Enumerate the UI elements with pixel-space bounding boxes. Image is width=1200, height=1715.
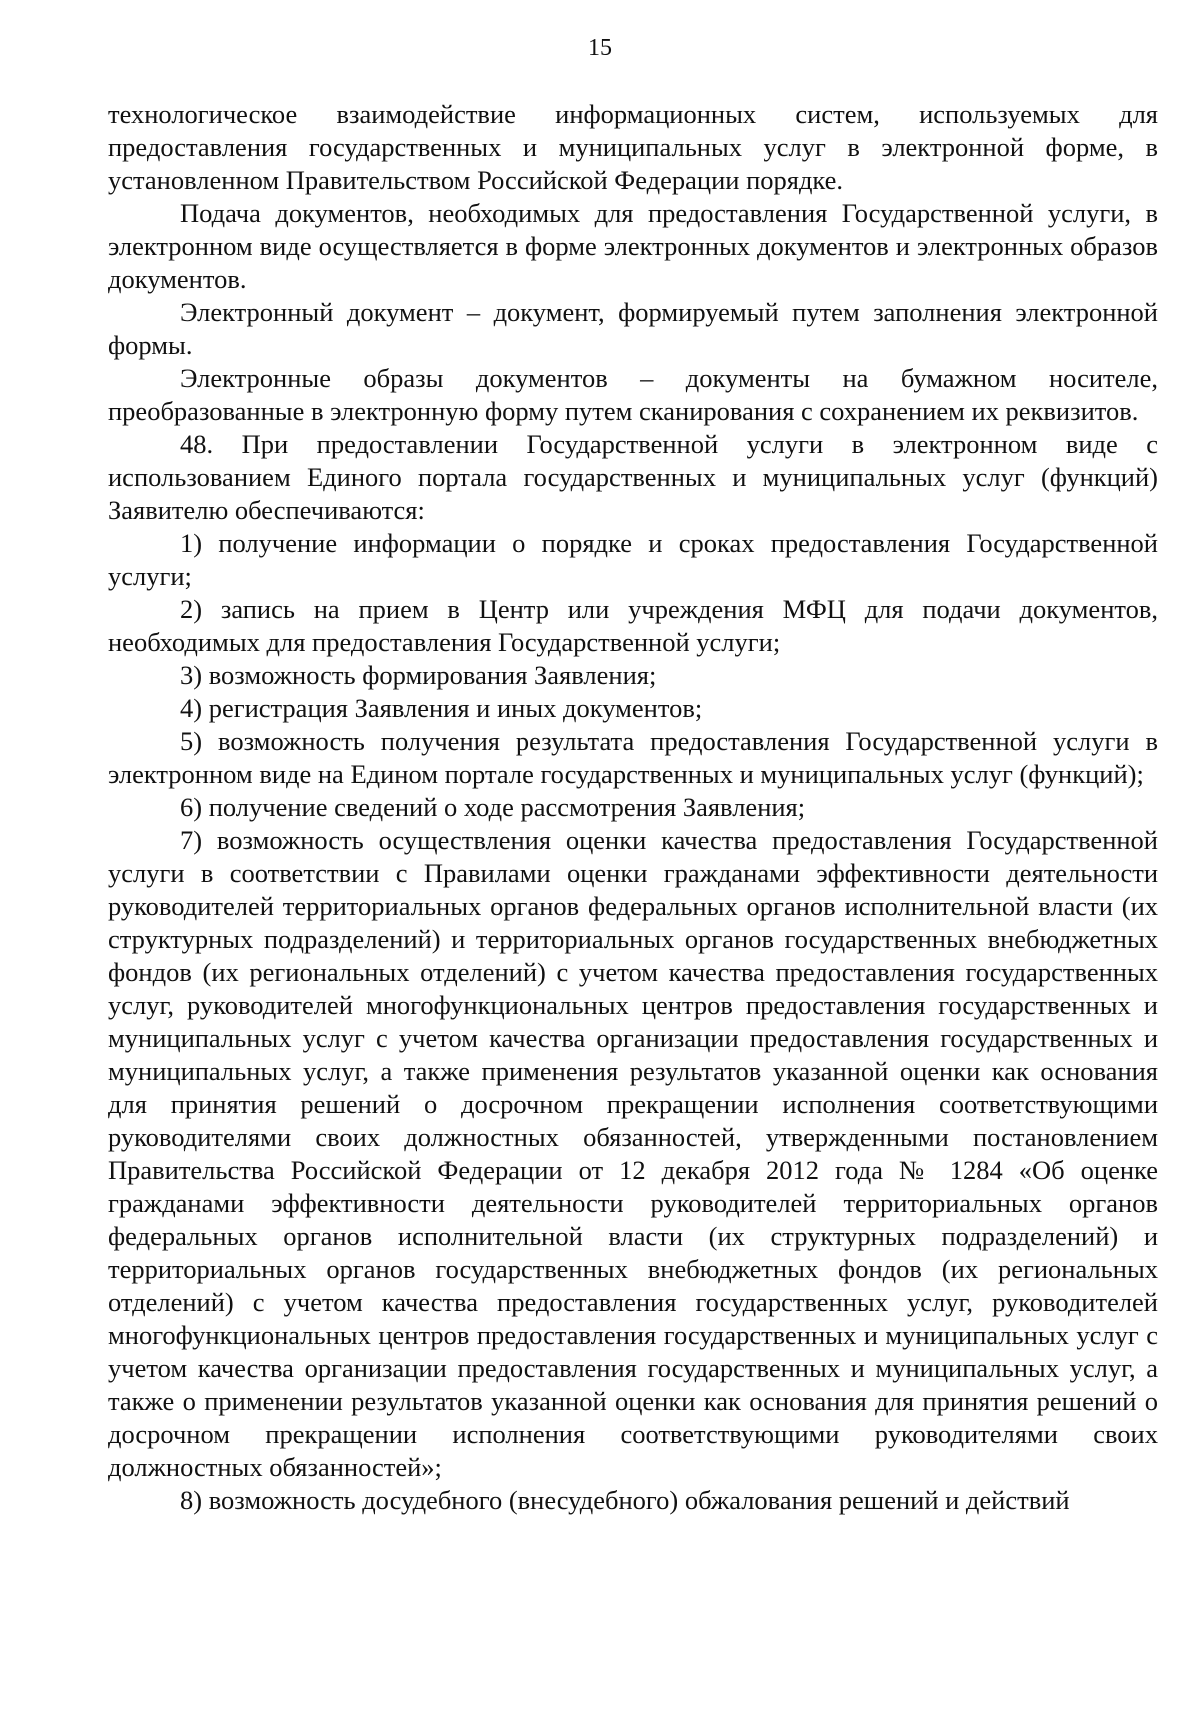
list-item-7: 7) возможность осуществления оценки качества предоставления Государственной услуги в соответствии с Правилами оценки гражданами эффективности деятельности руководителей территориальных органов федеральных органов исполнительной власти (их структурных подразделений) и территориальных органов государственных внебюджетных фондов (их региональных отделений) с учетом качества предоставления государственных услуг, руководителей многофункциональных центров предоставления государственных и муниципальных услуг с учетом качества организации предоставления государственных и муниципальных услуг, а также применения результатов указанной оценки как основания для принятия решений о досрочном прекращении исполнения соответствующими руководителями своих должностных обязанностей, утвержденными постановлением Правительства Российской Федерации от 12 декабря 2012 года № 1284 «Об оценке гражданами эффективности деятельности руководителей территориальных органов федеральных органов исполнительной власти (их структурных подразделений) и территориальных органов государственных внебюджетных фондов (их региональных отделений) с учетом качества предоставления государственных услуг, руководителей многофункциональных центров предоставления государственных и муниципальных услуг с учетом качества организации предоставления государственных и муниципальных услуг, а также о применении результатов указанной оценки как основания для принятия решений о досрочном прекращении исполнения соответствующими руководителями своих должностных обязанностей»; (108, 825, 1158, 1482)
list-item-1: 1) получение информации о порядке и сроках предоставления Государственной услуги; (108, 528, 1158, 591)
paragraph-electronic-document: Электронный документ – документ, формируемый путем заполнения электронной формы. (108, 297, 1158, 360)
list-item-5: 5) возможность получения результата предоставления Государственной услуги в электронном виде на Едином портале государственных и муниципальных услуг (функций); (108, 726, 1158, 789)
paragraph-item-48: 48. При предоставлении Государственной услуги в электронном виде с использованием Единого портала государственных и муниципальных услуг (функций) Заявителю обеспечиваются: (108, 429, 1158, 525)
paragraph-continuation: технологическое взаимодействие информационных систем, используемых для предоставления государственных и муниципальных услуг в электронной форме, в установленном Правительством Российской Федерации порядке. (108, 99, 1158, 195)
paragraph-document-submission: Подача документов, необходимых для предоставления Государственной услуги, в электронном виде осуществляется в форме электронных документов и электронных образов документов. (108, 198, 1158, 294)
list-item-2: 2) запись на прием в Центр или учреждения МФЦ для подачи документов, необходимых для предоставления Государственной услуги; (108, 594, 1158, 657)
document-body (108, 98, 1158, 1517)
list-item-8: 8) возможность досудебного (внесудебного) обжалования решений и действий (180, 1485, 1070, 1515)
list-item-4: 4) регистрация Заявления и иных документов; (180, 693, 703, 723)
paragraph-electronic-images: Электронные образы документов – документы на бумажном носителе, преобразованные в электронную форму путем сканирования с сохранением их реквизитов. (108, 363, 1158, 426)
page-number: 15 (588, 35, 612, 61)
list-item-6: 6) получение сведений о ходе рассмотрения Заявления; (180, 792, 806, 822)
list-item-3: 3) возможность формирования Заявления; (180, 660, 657, 690)
